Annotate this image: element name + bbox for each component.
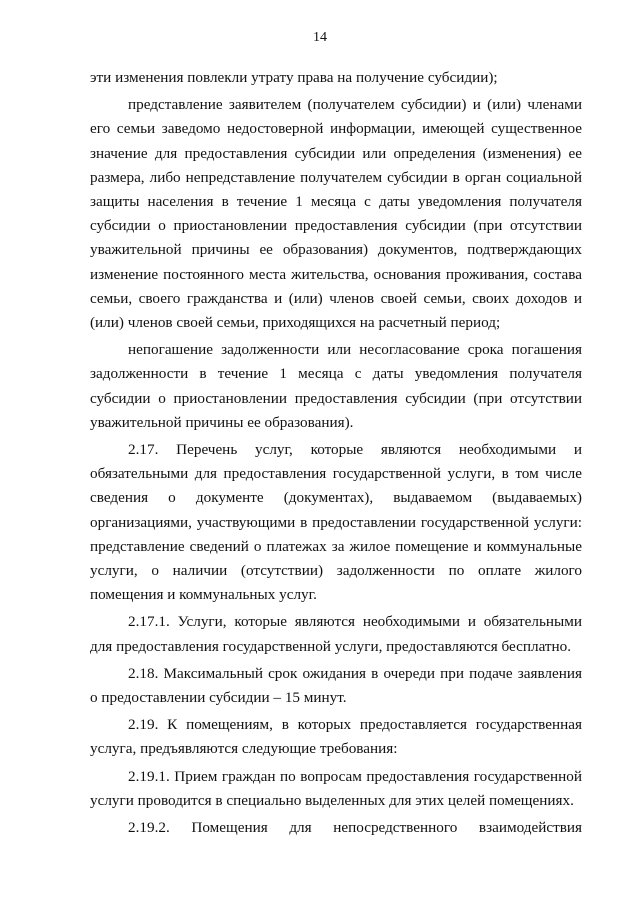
paragraph-2-19: 2.19. К помещениям, в которых предоставляется государственная услуга, предъявляются следующие требования:	[90, 716, 582, 758]
paragraph-3: непогашение задолженности или несогласование срока погашения задолженности в течение 1 месяца с даты уведомления получателя субсидии о приостановлении предоставления субсидии (при отсутствии уважительной причины ее образования).	[90, 341, 582, 431]
paragraph-2-19-1: 2.19.1. Прием граждан по вопросам предоставления государственной услуги проводится в специально выделенных для этих целей помещениях.	[90, 767, 582, 809]
paragraph-1: эти изменения повлекли утрату права на получение субсидии);	[90, 69, 498, 86]
document-body	[90, 66, 582, 843]
paragraph-2: представление заявителем (получателем субсидии) и (или) членами его семьи заведомо недостоверной информации, имеющей существенное значение для предоставления субсидии или определения (изменения) ее размера, либо непредставление получателем субсидии в орган социальной защиты населения в течение 1 месяца с даты уведомления получателя субсидии о приостановлении предоставления субсидии (при отсутствии уважительной причины ее образования) документов, подтверждающих изменение постоянного места жительства, основания проживания, состава семьи, своего гражданства и (или) членов своей семьи, своих доходов и (или) членов своей семьи, приходящихся на расчетный период;	[90, 96, 582, 332]
page-number: 14	[313, 30, 327, 45]
paragraph-2-18: 2.18. Максимальный срок ожидания в очереди при подаче заявления о предоставлении субсидии – 15 минут.	[90, 664, 582, 707]
paragraph-2-19-2: 2.19.2. Помещения для непосредственного взаимодействия	[128, 819, 582, 837]
paragraph-2-17: 2.17. Перечень услуг, которые являются необходимыми и обязательными для предоставления государственной услуги, в том числе сведения о документе (документах), выдаваемом (выдаваемых) организациями, участвующими в предоставлении государственной услуги: представление сведений о платежах за жилое помещение и коммунальные услуги, о наличии (отсутствии) задолженности по оплате жилого помещения и коммунальных услуг.	[90, 441, 582, 604]
paragraph-2-17-1: 2.17.1. Услуги, которые являются необходимыми и обязательными для предоставления государственной услуги, предоставляются бесплатно.	[90, 613, 582, 655]
